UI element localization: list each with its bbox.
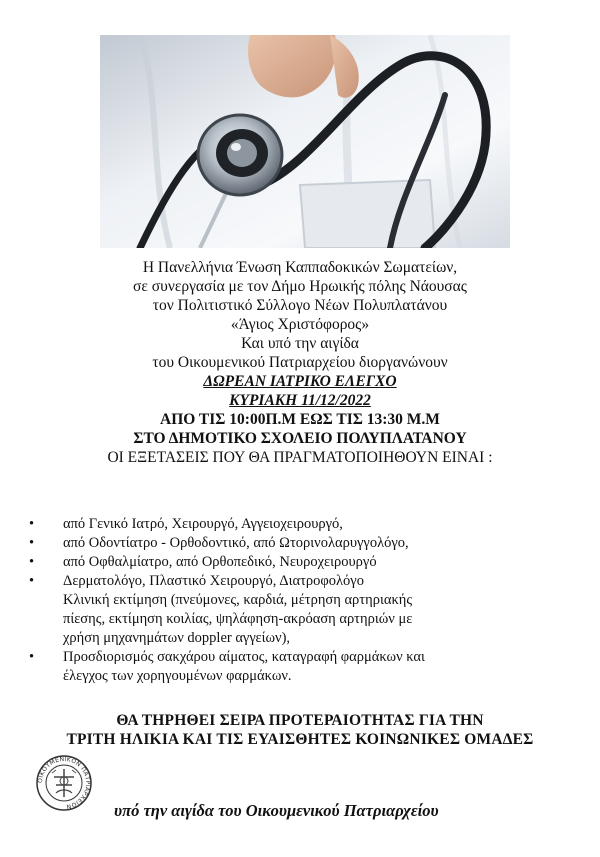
- event-time: ΑΠΟ ΤΙΣ 10:00Π.Μ ΕΩΣ ΤΙΣ 13:30 Μ.Μ: [160, 411, 440, 428]
- priority-notice: [0, 711, 600, 749]
- bullet-icon: •: [29, 535, 35, 551]
- bullet-icon: •: [29, 554, 35, 570]
- event-place: ΣΤΟ ΔΗΜΟΤΙΚΟ ΣΧΟΛΕΙΟ ΠΟΛΥΠΛΑΤΑΝΟΥ: [133, 430, 467, 447]
- list-item: • από Οδοντίατρο - Ορθοδοντικό, από Ωτορινολαρυγγολόγο,: [29, 535, 409, 551]
- list-item-continuation: έλεγχος των χορηγουμένων φαρμάκων.: [63, 668, 292, 684]
- exams-intro: ΟΙ ΕΞΕΤΑΣΕΙΣ ΠΟΥ ΘΑ ΠΡΑΓΜΑΤΟΠΟΙΗΘΟΥΝ ΕΙΝΑΙ :: [107, 449, 493, 466]
- header-photo-stethoscope: [100, 35, 510, 248]
- association-name-line: «Άγιος Χριστόφορος»: [230, 316, 370, 333]
- patriarchate-seal-logo: [36, 755, 92, 811]
- partner-municipality-line: σε συνεργασία με τον Δήμο Ηρωικής πόλης Νάουσας: [133, 278, 467, 295]
- list-item-continuation: Κλινική εκτίμηση (πνεύμονες, καρδιά, μέτρηση αρτηριακής: [63, 592, 413, 608]
- partner-association-line: τον Πολιτιστικό Σύλλογο Νέων Πολυπλατάνου: [152, 297, 448, 314]
- event-title: ΔΩΡΕΑΝ ΙΑΤΡΙΚΟ ΕΛΕΓΧΟ: [203, 373, 397, 390]
- svg-text:ΟΙΚΟΥΜΕΝΙΚΟΝ ΠΑΤΡΙΑΡΧΕΙΟΝ: ΟΙΚΟΥΜΕΝΙΚΟΝ ΠΑΤΡΙΑΡΧΕΙΟΝ: [36, 755, 92, 810]
- list-item: • από Γενικό Ιατρό, Χειρουργό, Αγγειοχειρουργό,: [29, 516, 343, 532]
- list-item: • από Οφθαλμίατρο, από Ορθοπεδικό, Νευροχειρουργό: [29, 554, 377, 570]
- aegis-intro-line: Και υπό την αιγίδα: [241, 335, 359, 352]
- list-item-continuation: πίεσης, εκτίμηση κοιλίας, ψηλάφηση-ακρόαση αρτηριών με: [63, 611, 413, 627]
- bullet-icon: •: [29, 649, 35, 665]
- list-item: • Προσδιορισμός σακχάρου αίματος, καταγραφή φαρμάκων και: [29, 649, 425, 665]
- list-item-continuation: χρήση μηχανημάτων doppler αγγείων),: [63, 630, 291, 646]
- priority-line-1: ΘΑ ΤΗΡΗΘΕΙ ΣΕΙΡΑ ΠΡΟΤΕΡΑΙΟΤΗΤΑΣ ΓΙΑ ΤΗΝ: [116, 712, 484, 729]
- event-date: ΚΥΡΙΑΚΗ 11/12/2022: [229, 392, 371, 409]
- stethoscope-icon: [100, 35, 510, 248]
- footer-aegis-text: υπό την αιγίδα του Οικουμενικού Πατριαρχείου: [114, 801, 439, 820]
- patriarchate-line: του Οικουμενικού Πατριαρχείου διοργανώνουν: [152, 354, 448, 371]
- list-item: • Δερματολόγο, Πλαστικό Χειρουργό, Διατροφολόγο: [29, 573, 364, 589]
- organizer-line: Η Πανελλήνια Ένωση Καππαδοκικών Σωματείων,: [142, 259, 458, 276]
- seal-icon: [36, 755, 92, 811]
- exams-list: [25, 515, 585, 686]
- bullet-icon: •: [29, 573, 35, 589]
- bullet-icon: •: [29, 516, 35, 532]
- priority-line-2: ΤΡΙΤΗ ΗΛΙΚΙΑ ΚΑΙ ΤΙΣ ΕΥΑΙΣΘΗΤΕΣ ΚΟΙΝΩΝΙΚΕΣ ΟΜΑΔΕΣ: [66, 731, 534, 748]
- invitation-text: [0, 258, 600, 467]
